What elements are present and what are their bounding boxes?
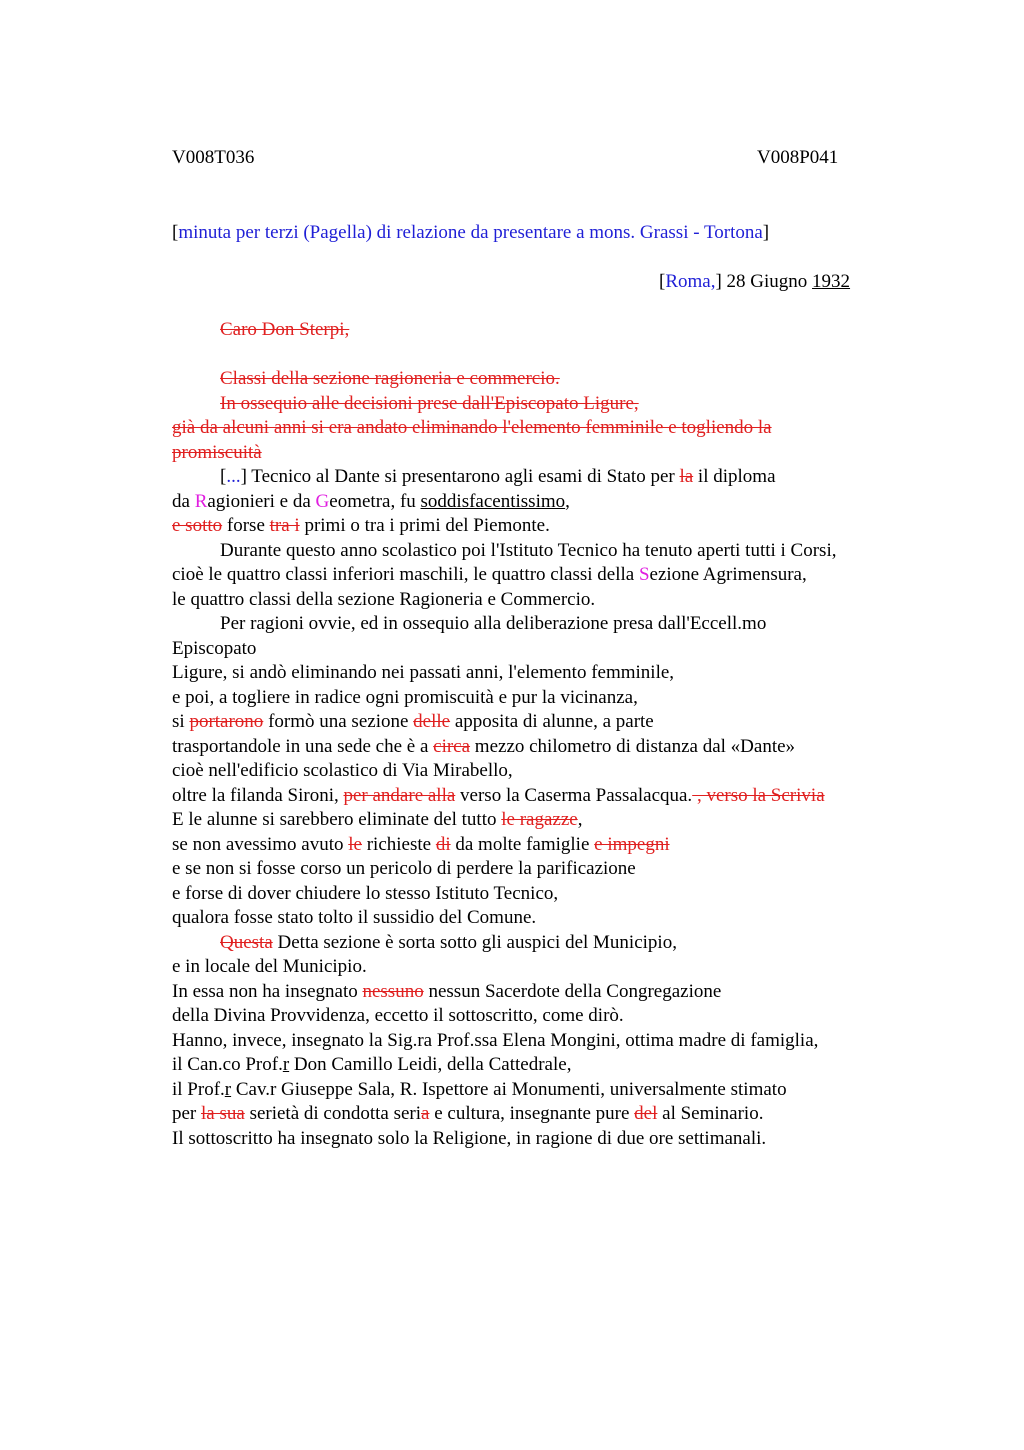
text-line: [172, 416, 932, 441]
deleted-text: a: [421, 1103, 430, 1124]
text-segment: il Can.co Prof.: [172, 1054, 283, 1075]
text-segment: In essa non ha insegnato: [172, 980, 363, 1002]
text-line: [172, 514, 932, 539]
text-line: le quattro classi della sezione Ragioneria e Commercio.: [172, 588, 596, 610]
corrected-initial: S: [638, 564, 650, 585]
text-segment: ,: [565, 490, 570, 512]
text-segment: E le alunne si sarebbero eliminate del tutto: [172, 809, 502, 830]
text-line: Episcopato: [172, 637, 257, 659]
deleted-text: tra i: [269, 515, 300, 536]
text-segment: primi o tra i primi del Piemonte.: [299, 515, 550, 536]
deleted-text: , verso la Scrivia: [692, 784, 825, 806]
text-line: qualora fosse stato tolto il sussidio del Comune.: [172, 907, 537, 928]
bracket: ]: [715, 271, 722, 292]
deleted-text: le: [348, 833, 362, 855]
deleted-text: e sotto: [172, 515, 223, 536]
text-segment: Don Camillo Leidi, della Cattedrale,: [289, 1054, 572, 1075]
text-segment: e cultura, insegnante pure: [429, 1103, 635, 1124]
text-segment: Detta sezione è sorta sotto gli auspici del Municipio,: [272, 931, 677, 953]
text-line: Il sottoscritto ha insegnato solo la Religione, in ragione di due ore settimanali.: [172, 1127, 767, 1149]
deleted-text: per andare alla: [343, 784, 456, 806]
text-segment: agionieri e da: [207, 490, 316, 512]
text-line: e forse di dover chiudere lo stesso Istituto Tecnico,: [172, 882, 559, 904]
text-line: [172, 367, 932, 392]
editorial-note: minuta per terzi (Pagella) di relazione da presentare a mons. Grassi - Tortona: [178, 222, 763, 243]
text-segment: oltre la filanda Sironi,: [172, 784, 344, 806]
text-line: [172, 563, 932, 588]
text-segment: formò una sezione: [263, 711, 414, 732]
text-segment: cioè le quattro classi inferiori maschili, le quattro classi della: [172, 564, 639, 585]
text-segment: da molte famiglie: [450, 833, 595, 855]
editorial-ellipsis: ...: [226, 466, 241, 487]
document-code-right: V008P041: [757, 147, 839, 168]
document-code-left: V008T036: [172, 147, 255, 168]
blank-line: [172, 343, 932, 368]
text-line: [172, 710, 932, 735]
deleted-text: Caro Don Sterpi,: [220, 319, 350, 340]
deleted-text: Questa: [220, 931, 273, 953]
text-segment: mezzo chilometro di distanza dal «Dante»: [470, 735, 796, 757]
underlined-text: r: [282, 1054, 290, 1075]
text-line: [172, 784, 932, 809]
text-segment: richieste: [361, 833, 436, 855]
deleted-text: promiscuità: [172, 441, 262, 463]
deleted-text: e impegni: [594, 833, 670, 855]
text-segment: se non avessimo avuto: [172, 833, 349, 855]
text-line: [172, 833, 932, 858]
text-line: [172, 931, 932, 956]
deleted-text: la: [679, 466, 694, 487]
text-segment: si: [172, 711, 190, 732]
deleted-text: la sua: [201, 1103, 245, 1124]
text-segment: verso la Caserma Passalacqua.: [455, 784, 693, 806]
text-segment: forse: [222, 515, 270, 536]
text-line: della Divina Provvidenza, eccetto il sottoscritto, come dirò.: [172, 1005, 624, 1026]
deleted-text: del: [634, 1103, 658, 1124]
deleted-text: nessuno: [362, 980, 424, 1002]
text-segment: serietà di condotta seri: [244, 1103, 422, 1124]
text-line: Hanno, invece, insegnato la Sig.ra Prof.ssa Elena Mongini, ottima madre di famiglia,: [172, 1029, 819, 1051]
text-segment: eometra, fu: [329, 490, 421, 512]
text-line: Ligure, si andò eliminando nei passati anni, l'elemento femminile,: [172, 662, 675, 683]
text-line: e se non si fosse corso un pericolo di perdere la parificazione: [172, 858, 636, 879]
text-line: e in locale del Municipio.: [172, 956, 367, 977]
text-line: cioè nell'edificio scolastico di Via Mirabello,: [172, 760, 513, 781]
underlined-text: soddisfacentissimo: [420, 490, 566, 512]
text-line: [172, 980, 932, 1005]
text-line: [172, 490, 932, 515]
text-line: [172, 465, 932, 490]
text-segment: nessun Sacerdote della Congregazione: [423, 980, 722, 1002]
text-line: Durante questo anno scolastico poi l'Istituto Tecnico ha tenuto aperti tutti i Corsi,: [220, 539, 837, 561]
text-line: [172, 318, 932, 343]
text-segment: ezione Agrimensura,: [649, 564, 807, 585]
underlined-text: r: [224, 1078, 232, 1100]
text-line: [172, 1053, 932, 1078]
text-segment: per: [172, 1103, 202, 1124]
text-line: [172, 392, 932, 417]
text-segment: ,: [577, 809, 583, 830]
deleted-text: le ragazze: [501, 809, 578, 830]
text-line: e poi, a togliere in radice ogni promiscuità e pur la vicinanza,: [172, 686, 638, 708]
text-line: [172, 1102, 932, 1127]
deleted-text: già da alcuni anni si era andato eliminando l'elemento femminile e togliendo la: [172, 417, 772, 438]
text-segment: apposita di alunne, a parte: [450, 711, 654, 732]
bracket: [: [659, 271, 666, 292]
text-segment: [: [220, 466, 227, 487]
text-line: [172, 808, 932, 833]
deleted-text: delle: [413, 711, 451, 732]
corrected-initial: R: [194, 490, 208, 512]
text-segment: il diploma: [693, 466, 776, 487]
deleted-text: Classi della sezione ragioneria e commercio.: [220, 368, 560, 389]
bracket: ]: [762, 222, 770, 243]
text-segment: Cav.r Giuseppe Sala, R. Ispettore ai Monumenti, universalmente stimato: [231, 1078, 787, 1100]
deleted-text: circa: [433, 735, 471, 757]
text-line: [172, 441, 932, 466]
dateline-date: 28 Giugno: [721, 271, 813, 292]
dateline: [659, 270, 850, 294]
text-segment: da: [172, 490, 195, 512]
text-segment: trasportandole in una sede che è a: [172, 735, 434, 757]
dateline-place: Roma,: [665, 271, 716, 292]
corrected-initial: G: [315, 490, 330, 512]
dateline-year: 1932: [812, 271, 851, 292]
text-line: Per ragioni ovvie, ed in ossequio alla deliberazione presa dall'Eccell.mo: [220, 613, 767, 634]
letter-body: [172, 318, 932, 1151]
bracket: [: [172, 222, 179, 243]
text-line: [172, 735, 932, 760]
deleted-text: di: [435, 833, 451, 855]
deleted-text: portarono: [189, 711, 264, 732]
text-segment: il Prof.: [172, 1078, 225, 1100]
text-segment: ] Tecnico al Dante si presentarono agli esami di Stato per: [240, 466, 680, 487]
text-line: [172, 1078, 932, 1103]
editorial-heading: [172, 221, 769, 245]
text-segment: al Seminario.: [657, 1103, 764, 1124]
deleted-text: In ossequio alle decisioni prese dall'Episcopato Ligure,: [220, 392, 639, 414]
